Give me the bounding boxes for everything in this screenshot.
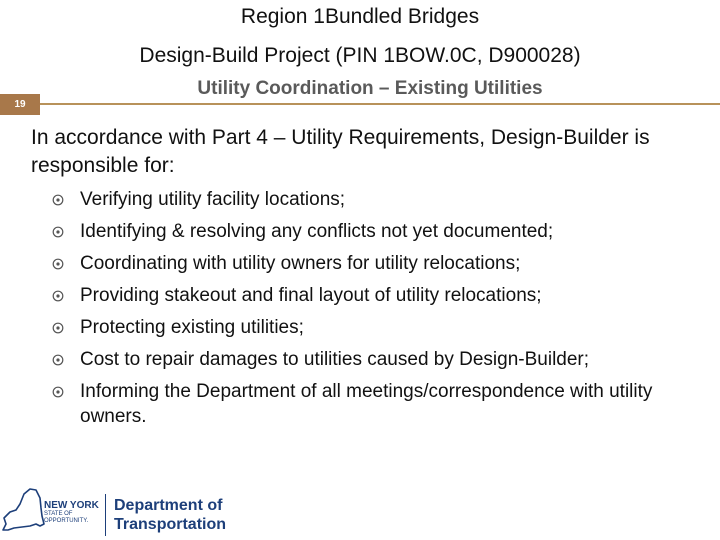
bullet-text: Verifying utility facility locations; [80,189,346,210]
title-line-1: Region 1Bundled Bridges [240,5,480,28]
bullet-text: Identifying & resolving any conflicts not yet documented; [80,221,554,242]
ny-logo-line-2: STATE OF [44,511,73,517]
bullet-item [48,251,708,276]
circle-dot-bullet-icon [52,258,64,270]
bullet-text: Providing stakeout and final layout of utility relocations; [80,285,542,306]
intro-text: In accordance with Part 4 – Utility Requirements, Design-Builder is responsible for: [31,126,650,177]
circle-dot-bullet-icon [52,354,64,366]
new-york-state-outline-icon [0,486,46,536]
bullet-item [48,347,708,372]
bullet-item [48,283,708,308]
bullet-item [48,187,708,212]
bullet-text: Informing the Department of all meetings/correspondence with utility owners. [80,381,653,427]
logo-divider [105,494,106,536]
circle-dot-bullet-icon [52,226,64,238]
bullet-item [48,219,708,244]
bullet-text: Cost to repair damages to utilities caused by Design-Builder; [80,349,590,370]
circle-dot-bullet-icon [52,194,64,206]
slide-subtitle: Utility Coordination – Existing Utilities [197,78,543,99]
bullet-item [48,315,708,340]
bullet-list [48,187,708,429]
slide-number-badge: 19 [0,94,40,115]
nysdot-logo [0,486,250,540]
circle-dot-bullet-icon [52,386,64,398]
header-divider [0,103,720,105]
bullet-item [48,379,708,429]
circle-dot-bullet-icon [52,322,64,334]
bullet-text: Coordinating with utility owners for utility relocations; [80,253,521,274]
dept-line-2: Transportation [114,516,227,533]
circle-dot-bullet-icon [52,290,64,302]
dept-name [114,496,264,534]
ny-logo-line-3: OPPORTUNITY. [44,518,89,524]
title-line-2: Design-Build Project (PIN 1BOW.0C, D900028) [139,44,581,67]
bullet-text: Protecting existing utilities; [80,317,304,338]
dept-line-1: Department of [114,497,223,514]
ny-logo-text [44,500,104,525]
ny-logo-line-1: NEW YORK [44,500,99,511]
